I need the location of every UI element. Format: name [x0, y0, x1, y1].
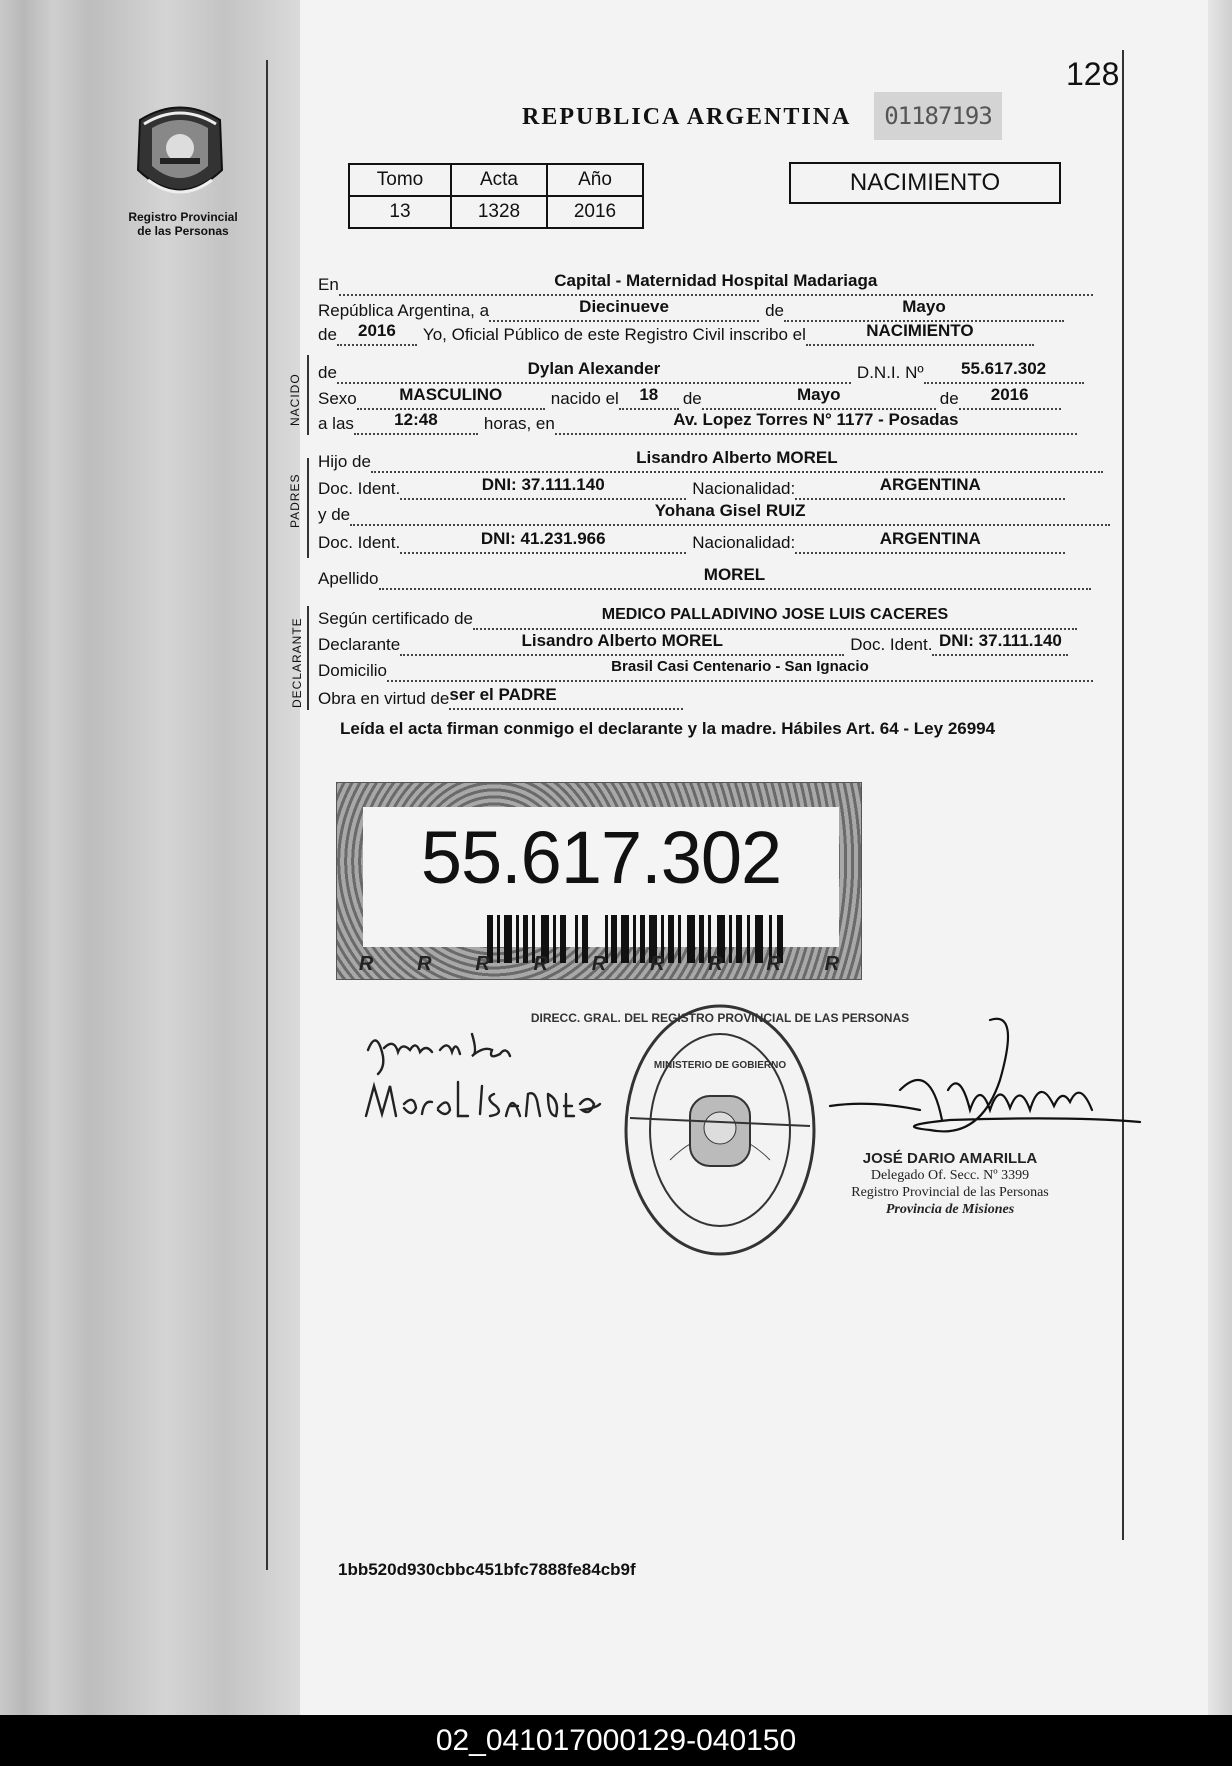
father-doc: DNI: 37.111.140 — [400, 476, 686, 500]
label-declarante-doc: Doc. Ident. — [850, 635, 933, 654]
label-a-las: a las — [318, 414, 354, 433]
row-sexo — [318, 384, 1061, 410]
obra-value: ser el PADRE — [449, 686, 683, 710]
security-label-inner — [363, 807, 839, 947]
label-domicilio: Domicilio — [318, 661, 387, 680]
pattern-r-8: R — [766, 952, 781, 975]
pattern-r-6: R — [649, 952, 665, 975]
act-type-box: NACIMIENTO — [789, 162, 1061, 204]
province-seal-icon — [130, 100, 230, 210]
row-father-doc — [318, 474, 1065, 500]
declarante-section-label: DECLARANTE — [290, 617, 304, 708]
birth-month: Mayo — [702, 386, 936, 410]
certificado-value: MEDICO PALLADIVINO JOSE LUIS CACERES — [473, 606, 1077, 630]
padres-bar — [307, 458, 309, 558]
value-tomo: 13 — [349, 196, 451, 228]
document-title: REPUBLICA ARGENTINA — [522, 104, 852, 130]
official-role: Delegado Of. Secc. Nº 3399 — [870, 1168, 1030, 1183]
child-dni: 55.617.302 — [924, 360, 1084, 384]
date-month: Mayo — [784, 298, 1064, 322]
parent-signatures-icon — [360, 1020, 640, 1140]
row-domicilio — [318, 656, 1093, 682]
label-horas: horas, en — [483, 414, 555, 433]
official-block — [820, 1150, 1080, 1218]
child-name: Dylan Alexander — [337, 360, 851, 384]
mother-doc: DNI: 41.231.966 — [400, 530, 686, 554]
security-pattern-row — [337, 951, 861, 977]
nacido-bar — [307, 355, 309, 435]
pattern-r-5: R — [591, 952, 607, 975]
value-acta: 1328 — [451, 196, 547, 228]
row-yo — [318, 320, 1034, 346]
official-name: JOSÉ DARIO AMARILLA — [862, 1150, 1038, 1167]
label-mother-doc: Doc. Ident. — [318, 533, 401, 552]
pattern-r-4: R — [533, 952, 548, 975]
label-hijo-de: Hijo de — [318, 452, 371, 471]
logo-caption-line1: Registro Provincial — [128, 210, 238, 224]
document-hash: 1bb520d930cbbc451bfc7888fe84cb9f — [338, 1560, 636, 1579]
label-apellido: Apellido — [318, 569, 379, 588]
scan-edge — [1208, 0, 1232, 1715]
row-apellido — [318, 564, 1091, 590]
margin-line — [266, 60, 268, 1570]
record-table-header — [349, 164, 643, 196]
record-table — [348, 163, 644, 229]
record-table-values — [349, 196, 643, 228]
pattern-r-3: R — [475, 952, 490, 975]
label-de-year: de — [318, 325, 337, 344]
row-en — [318, 270, 1093, 296]
label-de2: de — [682, 389, 702, 408]
father-nationality: ARGENTINA — [795, 476, 1065, 500]
row-mother — [318, 500, 1110, 526]
signing-statement: Leída el acta firman conmigo el declarante y la madre. Hábiles Art. 64 - Ley 26994 — [340, 719, 996, 738]
pattern-r-2: R — [417, 952, 432, 975]
stamp-ring-text: DIRECC. GRAL. DEL REGISTRO PROVINCIAL DE LAS PERSONAS — [530, 1011, 910, 1025]
scan-margin — [0, 0, 300, 1715]
nacido-section-label: NACIDO — [288, 373, 302, 426]
label-father-doc: Doc. Ident. — [318, 479, 401, 498]
pattern-r-9: R — [824, 952, 840, 975]
official-stamp-icon — [530, 1000, 910, 1260]
security-label — [336, 782, 862, 980]
row-nacido-name — [318, 358, 1084, 384]
label-republica: República Argentina, a — [318, 301, 490, 320]
pattern-r-7: R — [708, 952, 723, 975]
header-tomo: Tomo — [349, 164, 451, 196]
mother-nationality: ARGENTINA — [795, 530, 1065, 554]
label-declarante: Declarante — [318, 635, 401, 654]
official-province: Provincia de Misiones — [885, 1202, 1015, 1217]
file-id-footer: 02_041017000129-040150 — [0, 1715, 1232, 1766]
padres-section-label: PADRES — [288, 473, 302, 528]
place-value: Capital - Maternidad Hospital Madariaga — [339, 272, 1093, 296]
pattern-r-1: R — [358, 952, 374, 975]
birth-day: 18 — [619, 386, 679, 410]
row-mother-doc — [318, 528, 1065, 554]
label-obra: Obra en virtud de — [318, 689, 450, 708]
official-signature-icon — [830, 1010, 1150, 1160]
declarante-name: Lisandro Alberto MOREL — [400, 632, 844, 656]
label-nacido-de: de — [318, 363, 337, 382]
label-de: de — [765, 301, 784, 320]
father-name: Lisandro Alberto MOREL — [371, 449, 1103, 473]
label-dni: D.N.I. Nº — [856, 363, 924, 382]
official-office: Registro Provincial de las Personas — [851, 1185, 1049, 1200]
domicilio-value: Brasil Casi Centenario - San Ignacio — [387, 658, 1093, 682]
label-en: En — [318, 275, 339, 294]
label-nacido-el: nacido el — [550, 389, 619, 408]
logo-caption-line2: de las Personas — [137, 224, 229, 238]
page-number: 128 — [1066, 56, 1120, 92]
apellido-value: MOREL — [379, 566, 1091, 590]
label-segun: Según certificado de — [318, 609, 473, 628]
child-sex: MASCULINO — [357, 386, 545, 410]
declarante-bar — [307, 606, 309, 710]
label-sexo: Sexo — [318, 389, 357, 408]
label-y-de: y de — [318, 505, 351, 524]
birth-time: 12:48 — [354, 411, 478, 435]
right-margin-line — [1122, 50, 1124, 1540]
row-father — [318, 447, 1103, 473]
row-declarante — [318, 630, 1068, 656]
birth-year: 2016 — [959, 386, 1061, 410]
row-certificado — [318, 604, 1077, 630]
mother-name: Yohana Gisel RUIZ — [350, 502, 1110, 526]
row-republica — [318, 296, 1064, 322]
stamp-inner-text: MINISTERIO DE GOBIERNO — [653, 1060, 787, 1071]
header-anio: Año — [547, 164, 643, 196]
row-hora — [318, 409, 1077, 435]
value-anio: 2016 — [547, 196, 643, 228]
date-year: 2016 — [337, 322, 417, 346]
label-de3: de — [939, 389, 959, 408]
logo-caption — [118, 210, 248, 238]
header-acta: Acta — [451, 164, 547, 196]
inscribes-value: NACIMIENTO — [806, 322, 1034, 346]
label-yo: Yo, Oficial Público de este Registro Civil inscribo el — [422, 325, 806, 344]
security-number: 55.617.302 — [420, 816, 782, 899]
declarante-doc: DNI: 37.111.140 — [932, 632, 1068, 656]
row-obra — [318, 684, 683, 710]
label-father-nat: Nacionalidad: — [692, 479, 796, 498]
serial-number: 01187193 — [874, 92, 1002, 140]
date-day: Diecinueve — [489, 298, 759, 322]
label-mother-nat: Nacionalidad: — [692, 533, 796, 552]
birth-address: Av. Lopez Torres N° 1177 - Posadas — [555, 411, 1077, 435]
